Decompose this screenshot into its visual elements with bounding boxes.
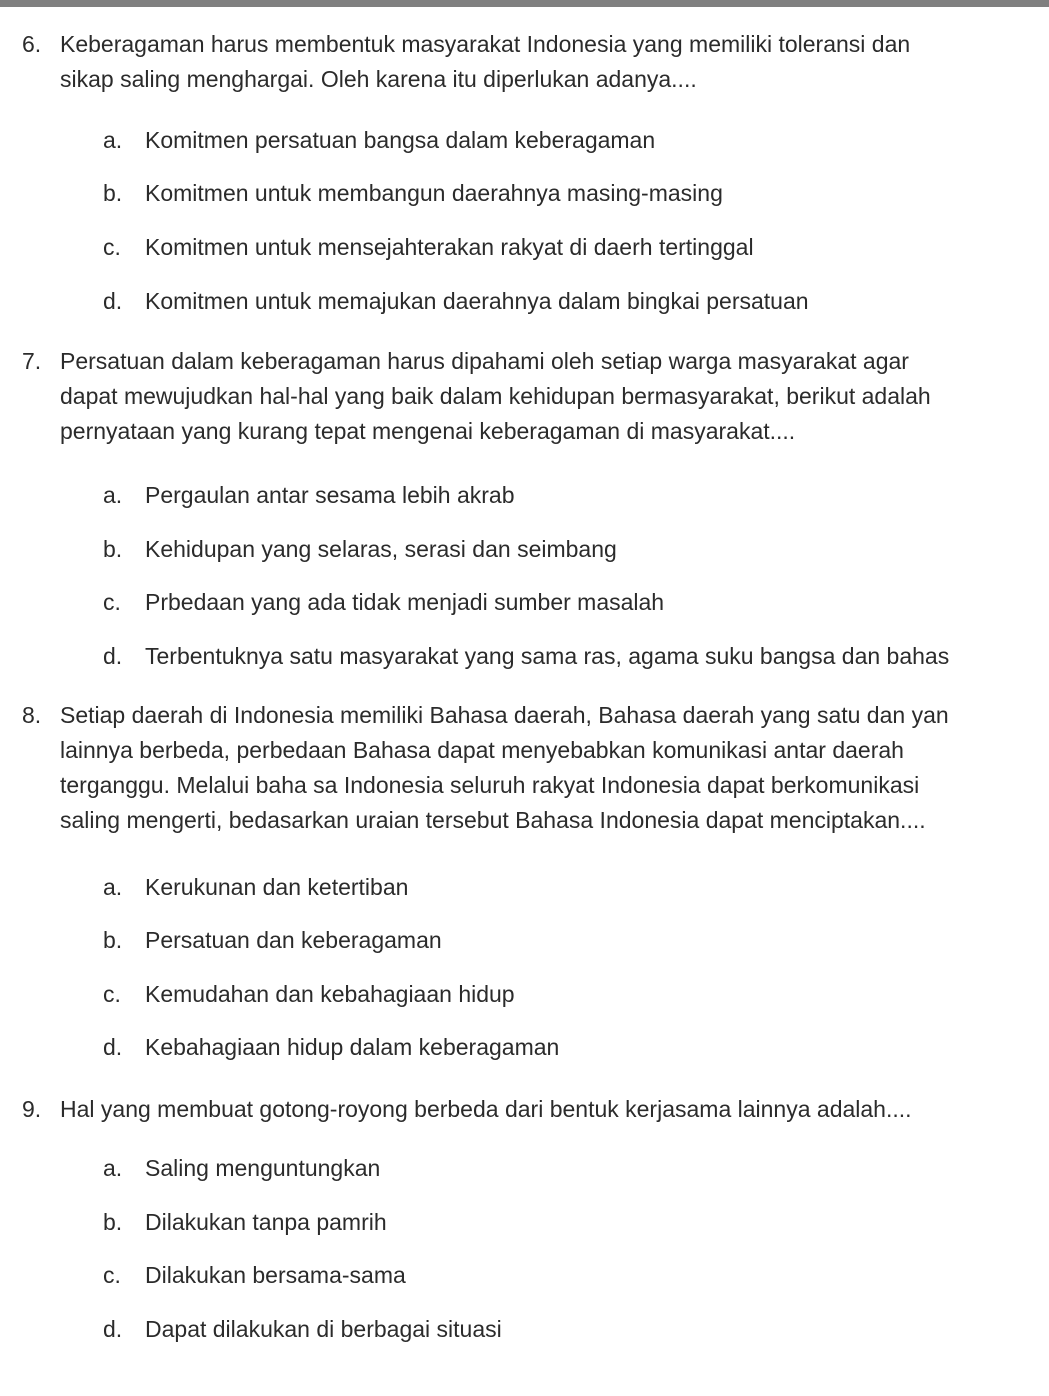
question-line xyxy=(22,62,1049,97)
question-line xyxy=(22,27,1049,62)
option-text: Saling menguntungkan xyxy=(145,1155,381,1181)
option-7d[interactable] xyxy=(103,641,1049,671)
option-6c[interactable] xyxy=(103,232,1049,262)
option-text: Komitmen untuk memajukan daerahnya dalam bingkai persatuan xyxy=(145,288,809,314)
question-line xyxy=(22,414,1049,449)
question-text: pernyataan yang kurang tepat mengenai keberagaman di masyarakat.... xyxy=(60,418,796,444)
question-9 xyxy=(22,1092,1049,1127)
question-7 xyxy=(22,344,1049,449)
option-9c[interactable] xyxy=(103,1260,1049,1290)
option-9d[interactable] xyxy=(103,1314,1049,1344)
option-text: Kebahagiaan hidup dalam keberagaman xyxy=(145,1034,560,1060)
option-letter: b. xyxy=(103,1209,123,1235)
question-line xyxy=(22,803,1049,838)
top-border xyxy=(0,0,1049,7)
option-letter: a. xyxy=(103,874,123,900)
question-text: sikap saling menghargai. Oleh karena itu diperlukan adanya.... xyxy=(60,66,697,92)
option-6a[interactable] xyxy=(103,125,1049,155)
question-text: Hal yang membuat gotong-royong berbeda dari bentuk kerjasama lainnya adalah.... xyxy=(60,1096,912,1122)
option-8c[interactable] xyxy=(103,979,1049,1009)
option-text: Pergaulan antar sesama lebih akrab xyxy=(145,482,515,508)
question-text: dapat mewujudkan hal-hal yang baik dalam kehidupan bermasyarakat, berikut adalah xyxy=(60,383,931,409)
option-6b[interactable] xyxy=(103,178,1049,208)
option-letter: a. xyxy=(103,1155,123,1181)
option-letter: d. xyxy=(103,643,123,669)
option-text: Dilakukan tanpa pamrih xyxy=(145,1209,387,1235)
option-text: Prbedaan yang ada tidak menjadi sumber masalah xyxy=(145,589,665,615)
question-line xyxy=(22,733,1049,768)
option-text: Kemudahan dan kebahagiaan hidup xyxy=(145,981,515,1007)
option-text: Dilakukan bersama-sama xyxy=(145,1262,406,1288)
question-text: lainnya berbeda, perbedaan Bahasa dapat menyebabkan komunikasi antar daerah xyxy=(60,737,904,763)
option-6d[interactable] xyxy=(103,286,1049,316)
option-8d[interactable] xyxy=(103,1032,1049,1062)
question-number: 6. xyxy=(22,31,42,57)
question-6 xyxy=(22,27,1049,97)
question-text: Persatuan dalam keberagaman harus dipahami oleh setiap warga masyarakat agar xyxy=(60,348,909,374)
option-letter: c. xyxy=(103,234,121,260)
question-line xyxy=(22,344,1049,379)
option-text: Komitmen untuk mensejahterakan rakyat di daerh tertinggal xyxy=(145,234,754,260)
question-text: saling mengerti, bedasarkan uraian tersebut Bahasa Indonesia dapat menciptakan.... xyxy=(60,807,926,833)
option-letter: a. xyxy=(103,482,123,508)
option-text: Terbentuknya satu masyarakat yang sama ras, agama suku bangsa dan bahas xyxy=(145,643,950,669)
question-text: terganggu. Melalui baha sa Indonesia seluruh rakyat Indonesia dapat berkomunikasi xyxy=(60,772,920,798)
option-letter: b. xyxy=(103,536,123,562)
option-text: Komitmen persatuan bangsa dalam keberagaman xyxy=(145,127,656,153)
question-line xyxy=(22,768,1049,803)
option-7b[interactable] xyxy=(103,534,1049,564)
option-8b[interactable] xyxy=(103,925,1049,955)
question-text: Setiap daerah di Indonesia memiliki Bahasa daerah, Bahasa daerah yang satu dan yan xyxy=(60,702,949,728)
option-text: Persatuan dan keberagaman xyxy=(145,927,442,953)
option-letter: a. xyxy=(103,127,123,153)
option-letter: d. xyxy=(103,1034,123,1060)
question-number: 9. xyxy=(22,1096,42,1122)
question-8 xyxy=(22,698,1049,838)
option-7c[interactable] xyxy=(103,587,1049,617)
option-8a[interactable] xyxy=(103,872,1049,902)
option-letter: b. xyxy=(103,180,123,206)
option-text: Dapat dilakukan di berbagai situasi xyxy=(145,1316,502,1342)
question-line xyxy=(22,379,1049,414)
option-letter: b. xyxy=(103,927,123,953)
option-letter: c. xyxy=(103,589,121,615)
question-line xyxy=(22,698,1049,733)
question-number: 7. xyxy=(22,348,42,374)
option-9a[interactable] xyxy=(103,1153,1049,1183)
option-7a[interactable] xyxy=(103,480,1049,510)
option-letter: c. xyxy=(103,981,121,1007)
option-text: Kerukunan dan ketertiban xyxy=(145,874,409,900)
option-letter: c. xyxy=(103,1262,121,1288)
question-line xyxy=(22,1092,1049,1127)
option-letter: d. xyxy=(103,1316,123,1342)
question-number: 8. xyxy=(22,702,42,728)
option-9b[interactable] xyxy=(103,1207,1049,1237)
option-text: Komitmen untuk membangun daerahnya masing-masing xyxy=(145,180,723,206)
option-letter: d. xyxy=(103,288,123,314)
option-text: Kehidupan yang selaras, serasi dan seimbang xyxy=(145,536,617,562)
question-text: Keberagaman harus membentuk masyarakat Indonesia yang memiliki toleransi dan xyxy=(60,31,911,57)
